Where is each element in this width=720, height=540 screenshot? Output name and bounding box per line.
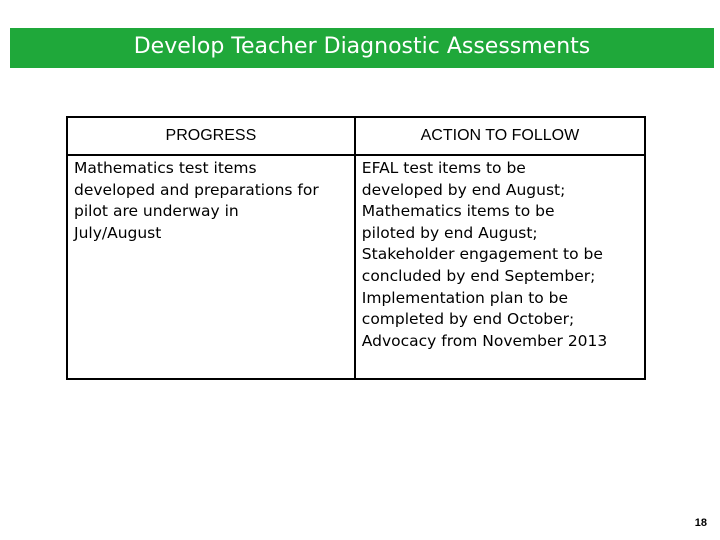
action-cell: EFAL test items to be developed by end August; Mathematics items to be piloted by end August; Stakeholder engagement to be concluded by end September; Implementation plan to be completed by end October; Advocacy from November 2013 bbox=[355, 155, 645, 379]
table-header-row bbox=[67, 117, 645, 155]
slide-title: Develop Teacher Diagnostic Assessments bbox=[10, 28, 714, 68]
progress-action-table bbox=[66, 116, 646, 380]
progress-cell: Mathematics test items developed and preparations for pilot are underway in July/August bbox=[67, 155, 355, 379]
page-number: 18 bbox=[694, 517, 707, 529]
table-row bbox=[67, 155, 645, 379]
action-header: ACTION TO FOLLOW bbox=[355, 117, 645, 155]
progress-header: PROGRESS bbox=[67, 117, 355, 155]
